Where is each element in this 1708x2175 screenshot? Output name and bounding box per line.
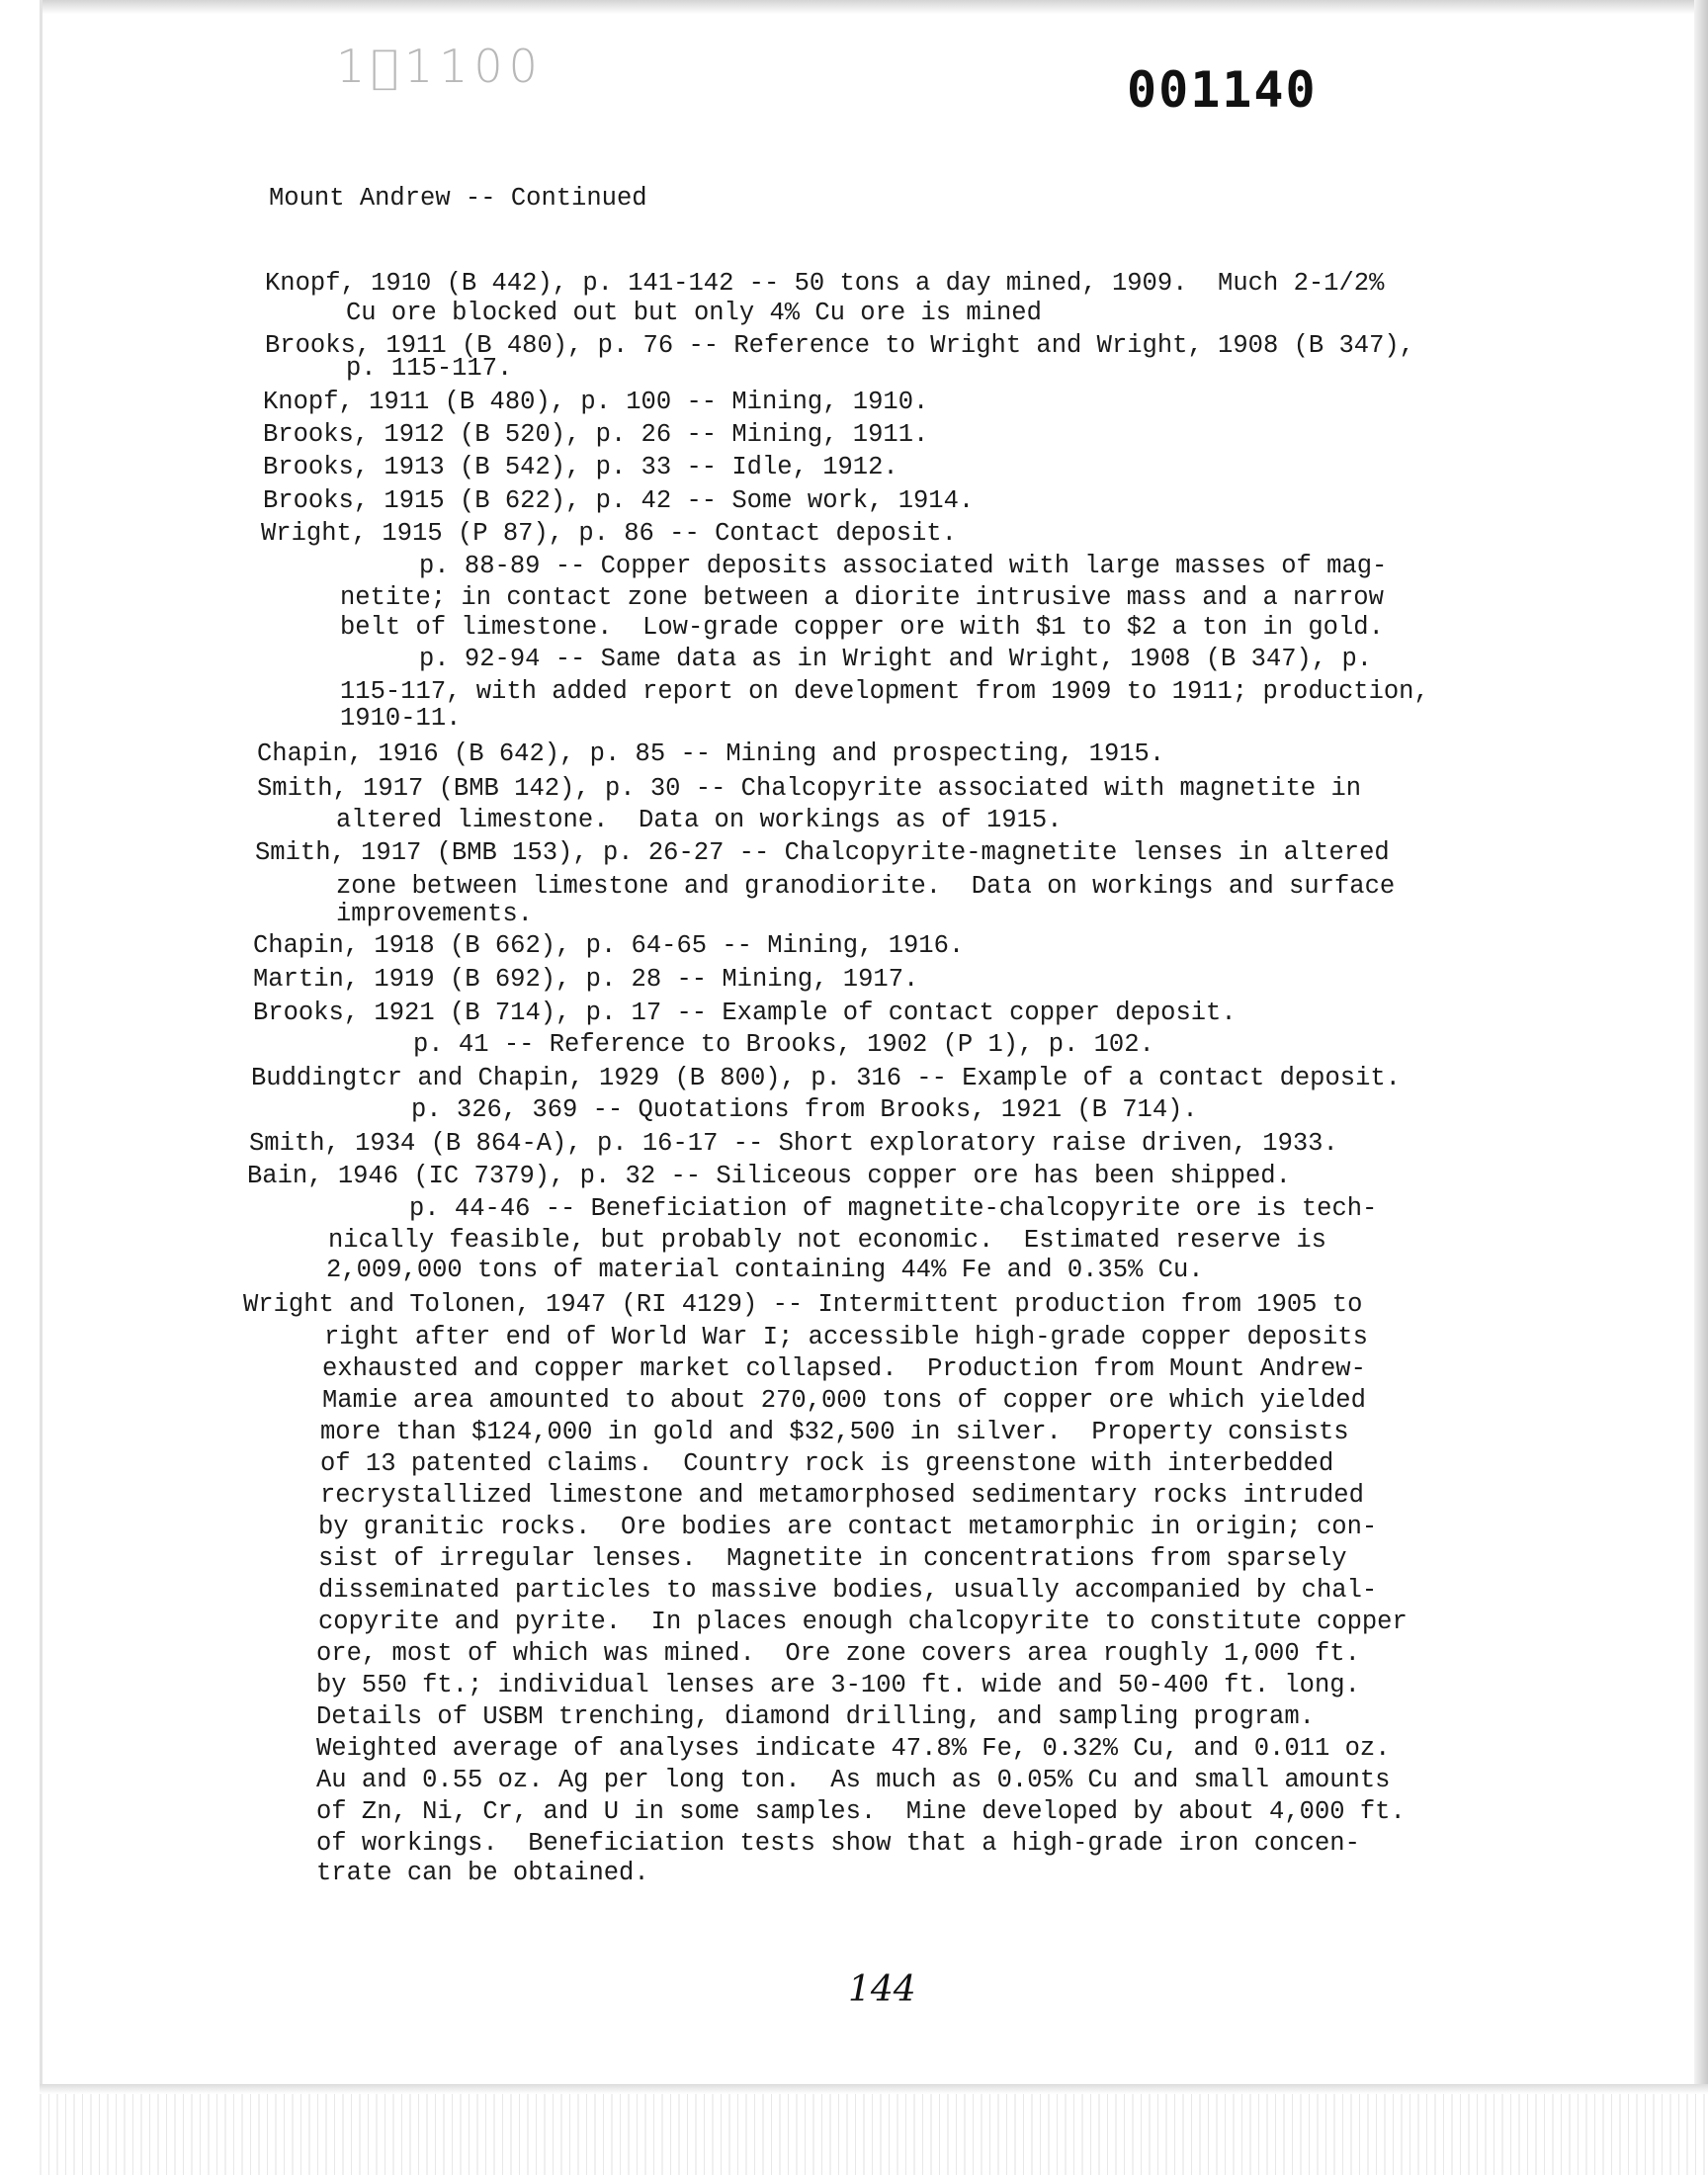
reference-line: Weighted average of analyses indicate 47.8% Fe, 0.32% Cu, and 0.011 oz. [316, 1734, 1391, 1763]
reference-line: Wright, 1915 (P 87), p. 86 -- Contact deposit. [261, 519, 957, 548]
reference-line: Brooks, 1911 (B 480), p. 76 -- Reference to Wright and Wright, 1908 (B 347), [265, 331, 1414, 360]
reference-line: sist of irregular lenses. Magnetite in concentrations from sparsely [318, 1544, 1347, 1573]
reference-line: Bain, 1946 (IC 7379), p. 32 -- Siliceous copper ore has been shipped. [247, 1162, 1291, 1190]
reference-line: disseminated particles to massive bodies, usually accompanied by chal- [318, 1576, 1378, 1605]
reference-line: Brooks, 1912 (B 520), p. 26 -- Mining, 1911. [263, 420, 929, 449]
reference-line: exhausted and copper market collapsed. Production from Mount Andrew- [322, 1354, 1366, 1383]
reference-line: 2,009,000 tons of material containing 44% Fe and 0.35% Cu. [326, 1256, 1204, 1284]
reference-line: of Zn, Ni, Cr, and U in some samples. Mine developed by about 4,000 ft. [316, 1797, 1406, 1826]
reference-line: of workings. Beneficiation tests show that a high-grade iron concen- [316, 1829, 1360, 1858]
reference-line: 1910-11. [340, 704, 462, 733]
reference-line: Wright and Tolonen, 1947 (RI 4129) -- Intermittent production from 1905 to [243, 1290, 1363, 1319]
reference-line: by granitic rocks. Ore bodies are contact metamorphic in origin; con- [318, 1513, 1378, 1541]
reference-line: Smith, 1934 (B 864-A), p. 16-17 -- Short exploratory raise driven, 1933. [249, 1129, 1338, 1158]
section-heading: Mount Andrew -- Continued [269, 184, 647, 213]
document-stamp-number: 001140 [1127, 61, 1318, 119]
reference-line: improvements. [336, 900, 533, 928]
handwritten-page-number: 144 [848, 1969, 916, 2010]
reference-line: netite; in contact zone between a diorite intrusive mass and a narrow [340, 583, 1384, 612]
reference-line: more than $124,000 in gold and $32,500 in silver. Property consists [320, 1418, 1349, 1446]
reference-line: Mamie area amounted to about 270,000 tons of copper ore which yielded [322, 1386, 1366, 1415]
reference-line: ore, most of which was mined. Ore zone covers area roughly 1,000 ft. [316, 1639, 1360, 1668]
reference-line: of 13 patented claims. Country rock is greenstone with interbedded [320, 1449, 1334, 1478]
reference-line: copyrite and pyrite. In places enough chalcopyrite to constitute copper [318, 1608, 1408, 1636]
reference-line: p. 326, 369 -- Quotations from Brooks, 1921 (B 714). [411, 1095, 1198, 1124]
reference-line: p. 92-94 -- Same data as in Wright and Wright, 1908 (B 347), p. [419, 645, 1373, 673]
reference-line: p. 115-117. [346, 354, 513, 383]
reference-line: Brooks, 1921 (B 714), p. 17 -- Example of contact copper deposit. [253, 999, 1237, 1027]
reference-line: p. 88-89 -- Copper deposits associated with large masses of mag- [419, 552, 1388, 580]
reference-line: Chapin, 1918 (B 662), p. 64-65 -- Mining, 1916. [253, 931, 965, 960]
reference-line: Details of USBM trenching, diamond drilling, and sampling program. [316, 1702, 1315, 1731]
reference-line: by 550 ft.; individual lenses are 3-100 ft. wide and 50-400 ft. long. [316, 1671, 1360, 1699]
reference-line: Au and 0.55 oz. Ag per long ton. As much as 0.05% Cu and small amounts [316, 1766, 1391, 1794]
reference-line: Cu ore blocked out but only 4% Cu ore is mined [346, 299, 1042, 327]
reference-line: 115-117, with added report on development from 1909 to 1911; production, [340, 677, 1429, 706]
reference-line: Brooks, 1915 (B 622), p. 42 -- Some work, 1914. [263, 486, 975, 515]
reference-line: p. 41 -- Reference to Brooks, 1902 (P 1), p. 102. [413, 1030, 1154, 1059]
reference-line: Brooks, 1913 (B 542), p. 33 -- Idle, 1912. [263, 453, 898, 481]
reference-line: recrystallized limestone and metamorphosed sedimentary rocks intruded [320, 1481, 1364, 1510]
reference-line: Chapin, 1916 (B 642), p. 85 -- Mining and prospecting, 1915. [257, 740, 1165, 768]
reference-line: zone between limestone and granodiorite. Data on workings and surface [336, 872, 1396, 901]
reference-line: belt of limestone. Low-grade copper ore with $1 to $2 a ton in gold. [340, 613, 1384, 642]
reference-line: nically feasible, but probably not economic. Estimated reserve is [328, 1226, 1326, 1255]
reference-line: Smith, 1917 (BMB 142), p. 30 -- Chalcopyrite associated with magnetite in [257, 774, 1362, 803]
reference-line: altered limestone. Data on workings as of 1915. [336, 806, 1063, 834]
reference-line: Knopf, 1911 (B 480), p. 100 -- Mining, 1910. [263, 388, 929, 416]
faded-stamp-number: 1 1100 [336, 40, 544, 93]
reference-line: right after end of World War I; accessible high-grade copper deposits [324, 1323, 1368, 1351]
reference-line: Martin, 1919 (B 692), p. 28 -- Mining, 1917. [253, 965, 919, 994]
reference-line: Smith, 1917 (BMB 153), p. 26-27 -- Chalcopyrite-magnetite lenses in altered [255, 838, 1390, 867]
reference-line: Knopf, 1910 (B 442), p. 141-142 -- 50 tons a day mined, 1909. Much 2-1/2% [265, 269, 1385, 298]
reference-line: trate can be obtained. [316, 1859, 649, 1887]
reference-line: p. 44-46 -- Beneficiation of magnetite-chalcopyrite ore is tech- [409, 1194, 1378, 1223]
reference-line: Buddingtcr and Chapin, 1929 (B 800), p. 316 -- Example of a contact deposit. [251, 1064, 1401, 1092]
